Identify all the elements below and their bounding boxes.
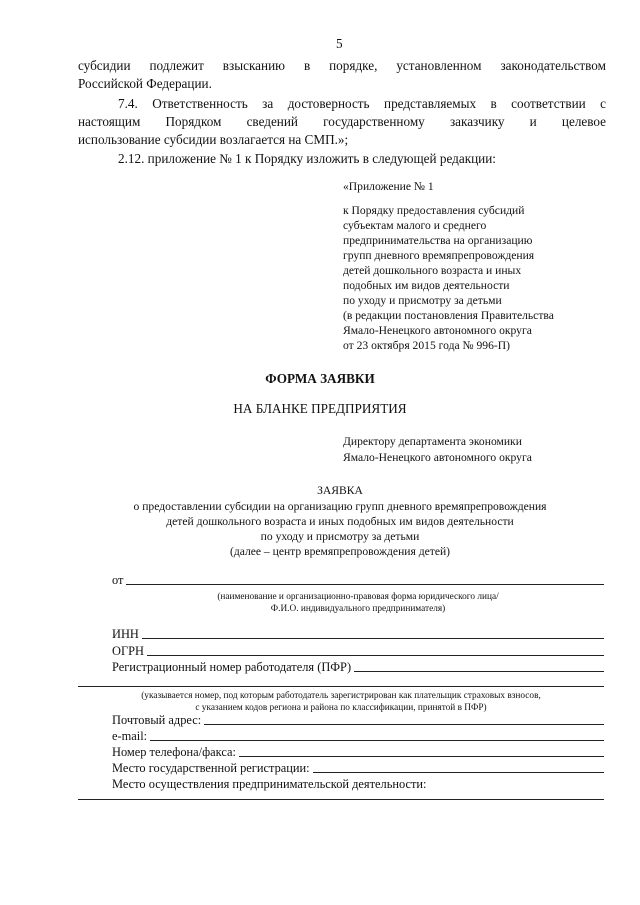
application-line: по уходу и присмотру за детьми [260, 530, 420, 543]
reg-number-continuation-line[interactable] [78, 686, 604, 687]
inn-field[interactable] [112, 627, 604, 642]
phone-label: Номер телефона/факса: [112, 745, 236, 759]
postal-field[interactable] [112, 713, 604, 728]
state-reg-place-input-line[interactable] [313, 772, 604, 773]
state-reg-place-label: Место государственной регистрации: [112, 761, 310, 775]
intro-p1-line2: Российской Федерации. [78, 76, 212, 91]
appendix-line: субъектам малого и среднего [343, 219, 487, 232]
intro-p1-line1: субсидии подлежит взысканию в порядке, установленном законодательством [78, 58, 606, 73]
postal-input-line[interactable] [204, 724, 604, 725]
from-input-line[interactable] [126, 584, 604, 585]
from-hint-line2: Ф.И.О. индивидуального предпринимателя) [270, 604, 446, 614]
intro-p2-line2: настоящим Порядком сведений государственному заказчику и целевое [78, 114, 606, 129]
phone-input-line[interactable] [239, 756, 604, 757]
reg-number-input-line[interactable] [354, 671, 604, 672]
email-input-line[interactable] [150, 740, 604, 741]
reg-hint-line2: с указанием кодов региона и района по классификации, принятой в ПФР) [195, 703, 487, 713]
form-title: ФОРМА ЗАЯВКИ [265, 371, 375, 386]
state-reg-place-field[interactable] [112, 761, 604, 776]
from-field[interactable] [112, 573, 604, 588]
intro-p3: 2.12. приложение № 1 к Порядку изложить в следующей редакции: [118, 151, 496, 166]
intro-p2-line1: 7.4. Ответственность за достоверность представляемых в соответствии с [118, 96, 606, 111]
business-place-input-line[interactable] [78, 799, 604, 800]
ogrn-input-line[interactable] [147, 655, 604, 656]
addressee-line1: Директору департамента экономики [343, 435, 522, 448]
from-label: от [112, 573, 124, 587]
from-hint-line1: (наименование и организационно-правовая форма юридического лица/ [217, 592, 499, 602]
phone-field[interactable] [112, 745, 604, 760]
appendix-line: по уходу и присмотру за детьми [343, 294, 502, 307]
postal-label: Почтовый адрес: [112, 713, 202, 727]
application-line: детей дошкольного возраста и иных подобных им видов деятельности [166, 515, 514, 528]
email-field[interactable] [112, 729, 604, 744]
email-label: e-mail: [112, 729, 148, 743]
appendix-line: групп дневного времяпрепровождения [343, 249, 535, 262]
ogrn-label: ОГРН [112, 644, 144, 658]
inn-input-line[interactable] [142, 638, 604, 639]
reg-number-label: Регистрационный номер работодателя (ПФР) [112, 660, 352, 674]
appendix-line: детей дошкольного возраста и иных [343, 264, 522, 277]
reg-number-field[interactable] [112, 660, 604, 675]
application-line: о предоставлении субсидии на организацию групп дневного времяпрепровождения [133, 500, 547, 513]
addressee-line2: Ямало-Ненецкого автономного округа [343, 451, 532, 464]
appendix-line: от 23 октября 2015 года № 996-П) [343, 339, 510, 352]
appendix-line: (в редакции постановления Правительства [343, 309, 554, 322]
appendix-line: Ямало-Ненецкого автономного округа [343, 324, 532, 337]
appendix-line: подобных им видов деятельности [343, 279, 510, 292]
inn-label: ИНН [112, 627, 139, 641]
application-title: ЗАЯВКА [317, 484, 363, 497]
reg-hint-line1: (указывается номер, под которым работодатель зарегистрирован как плательщик страховых взносов, [141, 691, 541, 701]
business-place-label: Место осуществления предпринимательской деятельности: [112, 777, 427, 791]
form-subtitle: НА БЛАНКЕ ПРЕДПРИЯТИЯ [233, 401, 407, 416]
appendix-title: «Приложение № 1 [343, 180, 434, 193]
ogrn-field[interactable] [112, 644, 604, 659]
appendix-line: предпринимательства на организацию [343, 234, 533, 247]
intro-p2-line3: использование субсидии возлагается на СМП.»; [78, 132, 349, 147]
appendix-line: к Порядку предоставления субсидий [343, 204, 525, 217]
application-line: (далее – центр времяпрепровождения детей) [229, 545, 451, 558]
page-number: 5 [336, 36, 343, 51]
